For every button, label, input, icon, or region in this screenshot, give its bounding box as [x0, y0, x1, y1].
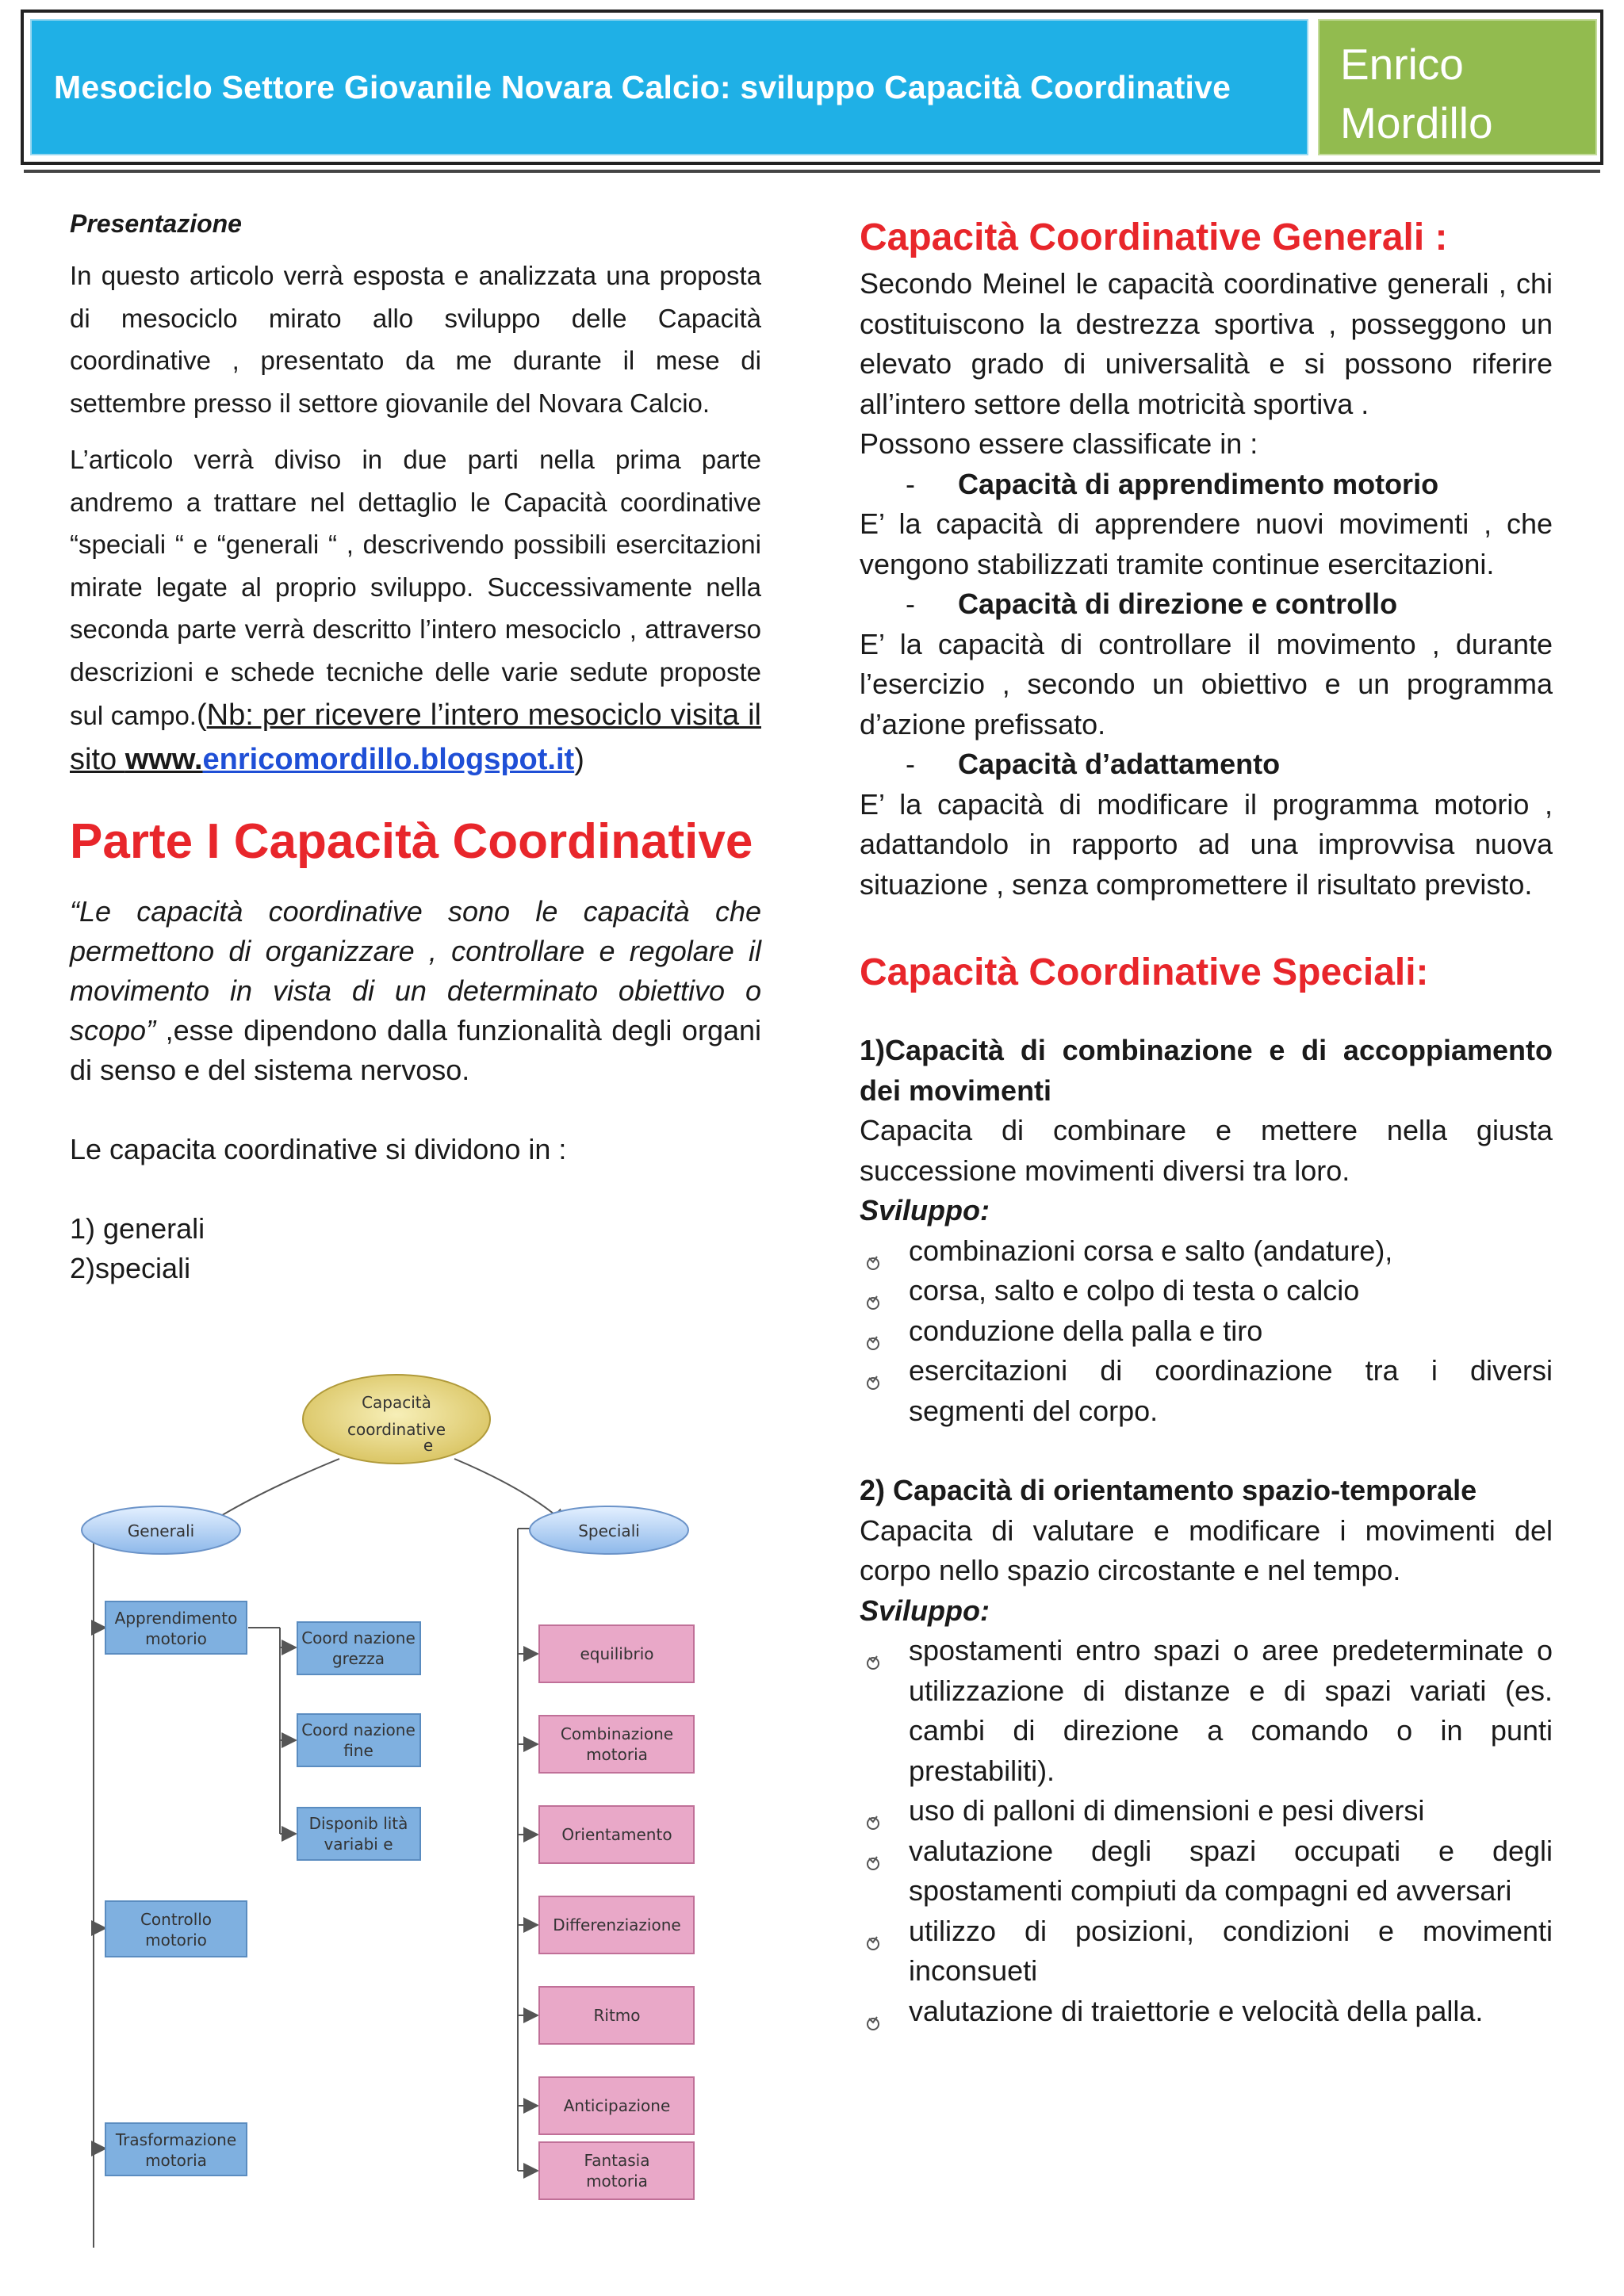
- general-item-title: Capacità d’adattamento: [958, 748, 1281, 780]
- nb-paren-close: ): [574, 743, 584, 776]
- generali-box-line: Apprendimento: [114, 1609, 238, 1628]
- general-capacities-paragraph: Secondo Meinel le capacità coordinative generali , chi costituiscono la destrezza sportiva , posseggono un elevato grado di universalità e si possono riferire all’intero settore della motricità sportiva .: [860, 267, 1553, 420]
- special-1-title: 1)Capacità di combinazione e di accoppiamento dei movimenti: [860, 1034, 1553, 1107]
- definition-rest: ,esse dipendono dalla funzionalità degli organi di senso e del sistema nervoso.: [70, 1014, 761, 1086]
- sub-box-fine: [297, 1714, 420, 1766]
- list-item: [860, 1831, 1553, 1911]
- part-one-heading: Parte I Capacità Coordinative: [70, 814, 753, 869]
- bullet-text: utilizzo di posizioni, condizioni e movimenti inconsueti: [909, 1914, 1553, 1987]
- dash-marker: -: [906, 587, 915, 620]
- sub-box-line: Coord nazione: [301, 1628, 416, 1647]
- general-item-desc: E’ la capacità di modificare il programma motorio , adattandolo in rapporto ad una improvvisa nuova situazione , senza compromettere il risultato previsto.: [860, 787, 1553, 901]
- bullet-icon: [864, 1843, 882, 1860]
- bullet-text: conduzione della palla e tiro: [909, 1314, 1263, 1347]
- bullet-icon: [864, 1362, 882, 1380]
- spec-box-line: Ritmo: [593, 2006, 641, 2025]
- root-line-3: e: [423, 1436, 434, 1455]
- bullet-text: esercitazioni di coordinazione tra i diversi segmenti del corpo.: [909, 1354, 1553, 1427]
- general-item-desc: E’ la capacità di apprendere nuovi movimenti , che vengono stabilizzati tramite continue esercitazioni.: [860, 507, 1553, 580]
- bullet-icon: [864, 1642, 882, 1659]
- left-column: [70, 198, 761, 1288]
- list-item: [860, 1231, 1553, 1272]
- generali-box-apprendimento: [105, 1601, 247, 1654]
- special-2-bullet-list: [860, 1631, 1553, 2031]
- bullet-icon: [864, 1242, 882, 1260]
- sub-box-line: Disponib lità: [308, 1814, 408, 1833]
- spec-box-line: motoria: [586, 1745, 648, 1764]
- website-link[interactable]: enricomordillo.blogspot.it: [202, 743, 575, 776]
- bullet-icon: [864, 1282, 882, 1299]
- intro-paragraph: In questo articolo verrà esposta e analizzata una proposta di mesociclo mirato allo sviluppo delle Capacità coordinative , presentato da me durante il mese di settembre presso il settore giovanile del Novara Calcio.: [70, 261, 761, 418]
- spec-box-differenziazione: [539, 1896, 694, 1954]
- dash-marker: -: [906, 748, 915, 780]
- bullet-text: valutazione degli spazi occupati e degli spostamenti compiuti da compagni ed avversari: [909, 1834, 1553, 1907]
- spec-box-line: motoria: [586, 2172, 648, 2191]
- root-line-1: Capacità: [362, 1393, 431, 1412]
- speciali-label: Speciali: [578, 1521, 640, 1540]
- diagram-speciali-node: [530, 1506, 688, 1554]
- generali-box-line: motoria: [145, 2151, 207, 2170]
- bullet-icon: [864, 1322, 882, 1340]
- spec-box-line: Anticipazione: [563, 2096, 671, 2115]
- generali-box-controllo: [105, 1901, 247, 1957]
- list-item: [860, 1791, 1553, 1831]
- list-item: [860, 1351, 1553, 1431]
- spec-box-orientamento: [539, 1806, 694, 1863]
- structure-text: L’articolo verrà diviso in due parti nella prima parte andremo a trattare nel dettaglio le Capacità coordinative “speciali “ e “generali “ , descrivendo possibili esercitazioni mirate legate al proprio sviluppo. Successivamente nella seconda parte verrà descritto l’intero mesociclo , attraverso descrizioni e schede tecniche delle varie sedute proposte sul campo.: [70, 445, 761, 730]
- spec-box-line: Differenziazione: [553, 1915, 681, 1934]
- division-item-speciali: 2)speciali: [70, 1252, 191, 1284]
- header-banner: [21, 10, 1603, 165]
- list-item: [860, 1992, 1553, 2032]
- spec-box-line: Orientamento: [561, 1825, 672, 1844]
- general-item-learning: [860, 465, 1553, 505]
- dash-marker: -: [906, 467, 915, 500]
- sub-box-grezza: [297, 1622, 420, 1674]
- generali-label: Generali: [127, 1521, 195, 1540]
- website-prefix: www.: [124, 743, 203, 776]
- bullet-text: valutazione di traiettorie e velocità della palla.: [909, 1994, 1484, 2027]
- spec-box-equilibrio: [539, 1625, 694, 1682]
- bullet-text: combinazioni corsa e salto (andature),: [909, 1234, 1393, 1267]
- generali-box-line: motorio: [145, 1931, 207, 1950]
- root-line-2: coordinative: [347, 1420, 446, 1439]
- bullet-text: spostamenti entro spazi o aree predeterminate o utilizzazione di distanze e di spazi variati (es. cambi di direzione a comando o in punti prestabiliti).: [909, 1634, 1553, 1787]
- division-intro: Le capacita coordinative si dividono in :: [70, 1133, 567, 1165]
- spec-box-fantasia: [539, 2142, 694, 2199]
- general-item-adaptation: [860, 744, 1553, 785]
- special-1-sviluppo-label: Sviluppo:: [860, 1194, 990, 1226]
- general-item-title: Capacità di apprendimento motorio: [958, 467, 1439, 500]
- generali-box-line: Controllo: [140, 1910, 213, 1929]
- right-column: [860, 216, 1553, 2031]
- header-title-bar: [30, 19, 1308, 155]
- sub-box-line: fine: [343, 1741, 373, 1760]
- spec-box-line: Fantasia: [584, 2151, 650, 2170]
- special-capacities-heading: Capacità Coordinative Speciali:: [860, 951, 1429, 993]
- generali-box-trasformazione: [105, 2123, 247, 2175]
- sub-box-line: Coord nazione: [301, 1720, 416, 1739]
- special-2-desc: Capacita di valutare e modificare i movimenti del corpo nello spazio circostante e nel tempo.: [860, 1513, 1553, 1586]
- sub-box-disponibilita: [297, 1808, 420, 1860]
- bullet-text: corsa, salto e colpo di testa o calcio: [909, 1274, 1360, 1307]
- spec-box-ritmo: [539, 1987, 694, 2044]
- presentation-label: Presentazione: [70, 209, 242, 238]
- author-box: [1318, 19, 1597, 155]
- sub-box-line: grezza: [331, 1649, 385, 1668]
- nb-paren-open: (: [196, 698, 207, 732]
- bullet-icon: [864, 1802, 882, 1820]
- list-item: [860, 1311, 1553, 1352]
- general-item-title: Capacità di direzione e controllo: [958, 587, 1398, 620]
- diagram-root-node: [303, 1375, 490, 1464]
- diagram-generali-node: [82, 1506, 240, 1554]
- special-1-desc: Capacita di combinare e mettere nella giusta successione movimenti diversi tra loro.: [860, 1114, 1553, 1187]
- document-title: Mesociclo Settore Giovanile Novara Calcio: sviluppo Capacità Coordinative: [54, 68, 1231, 105]
- generali-box-line: Trasformazione: [115, 2130, 237, 2149]
- structure-paragraph: [70, 438, 761, 782]
- sub-box-line: variabi e: [324, 1835, 393, 1854]
- special-1-bullet-list: [860, 1231, 1553, 1432]
- bullet-text: uso di palloni di dimensioni e pesi diversi: [909, 1794, 1425, 1827]
- definition-quote: “Le capacità coordinative sono le capacità che permettono di organizzare , controllare e regolare il movimento in vista di un determinato obiettivo o scopo”: [70, 895, 761, 1047]
- special-2-title: 2) Capacità di orientamento spazio-temporale: [860, 1474, 1477, 1506]
- spec-box-combinazione: [539, 1716, 694, 1773]
- definition-paragraph: [70, 892, 761, 1090]
- general-capacities-heading: Capacità Coordinative Generali :: [860, 216, 1448, 258]
- nb-note: Nb: per ricevere l’intero mesociclo visita il sito: [70, 698, 761, 776]
- list-item: [860, 1631, 1553, 1791]
- spec-box-line: Combinazione: [560, 1724, 674, 1743]
- spec-box-anticipazione: [539, 2077, 694, 2134]
- spec-box-line: equilibrio: [580, 1644, 654, 1663]
- general-item-control: [860, 584, 1553, 625]
- bullet-icon: [864, 2003, 882, 2020]
- list-item: [860, 1271, 1553, 1311]
- classification-intro: Possono essere classificate in :: [860, 427, 1258, 460]
- author-name: Enrico Mordillo: [1340, 40, 1493, 147]
- general-item-desc: E’ la capacità di controllare il movimento , durante l’esercizio , secondo un obiettivo e un programma d’azione prefissato.: [860, 627, 1553, 740]
- coordination-diagram: [70, 1340, 783, 2252]
- division-item-generali: 1) generali: [70, 1212, 205, 1245]
- bullet-icon: [864, 1923, 882, 1940]
- special-2-sviluppo-label: Sviluppo:: [860, 1594, 990, 1627]
- list-item: [860, 1911, 1553, 1992]
- generali-box-line: motorio: [145, 1629, 207, 1648]
